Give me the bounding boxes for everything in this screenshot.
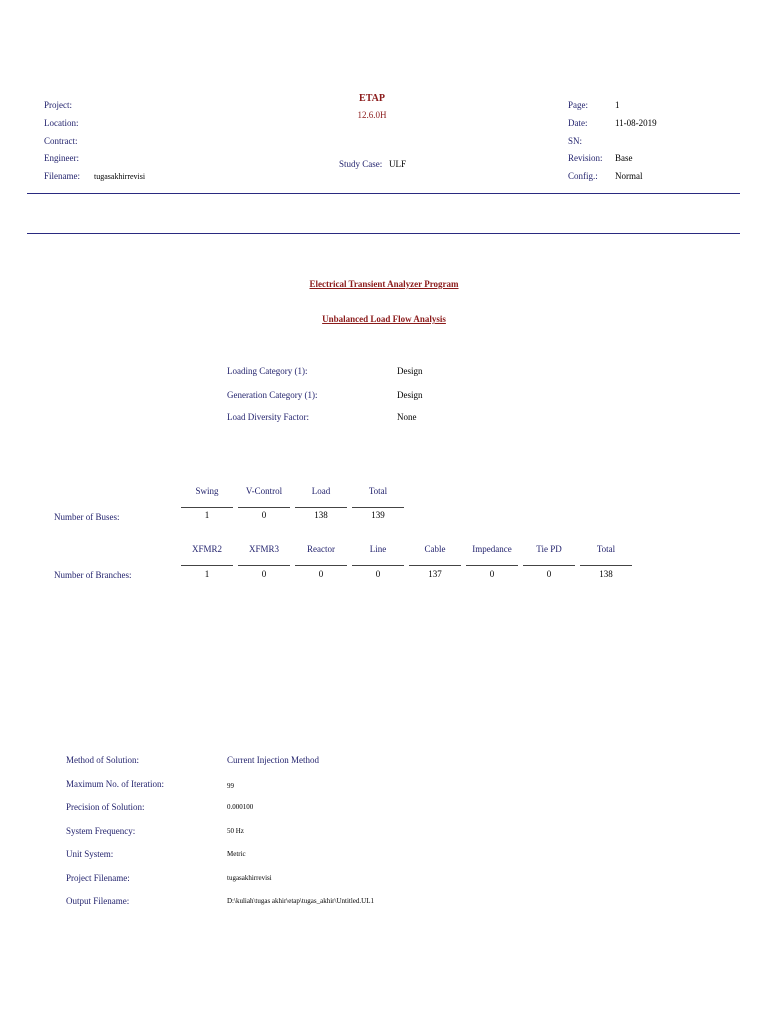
cell-value: 0 — [261, 510, 267, 520]
branches-row-label: Number of Branches: — [54, 570, 132, 580]
max-iteration-label: Maximum No. of Iteration: — [66, 779, 164, 789]
cell-value: 137 — [428, 569, 442, 579]
load-diversity-label: Load Diversity Factor: — [227, 412, 309, 422]
generation-category-label: Generation Category (1): — [227, 390, 318, 400]
sn-label: SN: — [568, 136, 583, 146]
col-underline — [466, 565, 518, 566]
cell-value: 138 — [599, 569, 613, 579]
cell-value: 138 — [314, 510, 328, 520]
header-divider-top — [27, 193, 740, 194]
col-underline — [238, 565, 290, 566]
app-name: ETAP — [359, 93, 385, 104]
program-title: Electrical Transient Analyzer Program — [309, 279, 459, 289]
method-label: Method of Solution: — [66, 755, 140, 765]
filename-value: tugasakhirrevisi — [94, 172, 146, 181]
col-underline — [181, 565, 233, 566]
col-header: XFMR3 — [248, 544, 279, 554]
config-value: Normal — [615, 171, 643, 181]
col-header: XFMR2 — [191, 544, 222, 554]
cell-value: 0 — [489, 569, 495, 579]
col-underline — [580, 565, 632, 566]
cell-value: 0 — [375, 569, 381, 579]
precision-value: 0.000100 — [227, 803, 254, 811]
cell-value: 0 — [261, 569, 267, 579]
col-underline — [238, 507, 290, 508]
generation-category-value: Design — [397, 390, 423, 400]
cell-value: 1 — [204, 510, 210, 520]
contract-label: Contract: — [44, 136, 78, 146]
col-underline — [295, 565, 347, 566]
load-diversity-value: None — [397, 412, 417, 422]
project-filename-value: tugasakhirrevisi — [227, 874, 272, 882]
method-value: Current Injection Method — [227, 755, 319, 765]
loading-category-value: Design — [397, 366, 423, 376]
unit-system-label: Unit System: — [66, 849, 114, 859]
col-header: Total — [368, 486, 388, 496]
col-underline — [352, 507, 404, 508]
revision-label: Revision: — [568, 153, 603, 163]
col-header: Tie PD — [536, 544, 562, 554]
col-header: Line — [369, 544, 387, 554]
col-underline — [181, 507, 233, 508]
frequency-value: 50 Hz — [227, 827, 244, 835]
unit-system-value: Metric — [227, 850, 246, 858]
col-header: Impedance — [472, 544, 512, 554]
cell-value: 0 — [546, 569, 552, 579]
app-version: 12.6.0H — [357, 110, 387, 120]
col-header: Reactor — [307, 544, 335, 554]
cell-value: 1 — [204, 569, 210, 579]
max-iteration-value: 99 — [227, 782, 234, 790]
col-underline — [409, 565, 461, 566]
engineer-label: Engineer: — [44, 153, 79, 163]
col-header: Load — [311, 486, 331, 496]
revision-value: Base — [615, 153, 633, 163]
output-filename-label: Output Filename: — [66, 896, 130, 906]
col-header: V-Control — [245, 486, 283, 496]
config-label: Config.: — [568, 171, 598, 181]
cell-value: 0 — [318, 569, 324, 579]
analysis-title: Unbalanced Load Flow Analysis — [322, 314, 446, 324]
col-underline — [352, 565, 404, 566]
output-filename-value: D:\kuliah\tugas akhir\etap\tugas_akhir\Untitled.UL1 — [227, 897, 374, 905]
study-case-label: Study Case: — [339, 159, 383, 169]
project-label: Project: — [44, 100, 72, 110]
col-underline — [295, 507, 347, 508]
study-case-value: ULF — [389, 159, 407, 169]
col-header: Cable — [424, 544, 446, 554]
date-value: 11-08-2019 — [615, 118, 657, 128]
date-label: Date: — [568, 118, 588, 128]
buses-row-label: Number of Buses: — [54, 512, 120, 522]
location-label: Location: — [44, 118, 79, 128]
col-underline — [523, 565, 575, 566]
filename-label: Filename: — [44, 171, 80, 181]
project-filename-label: Project Filename: — [66, 873, 130, 883]
loading-category-label: Loading Category (1): — [227, 366, 308, 376]
page-label: Page: — [568, 100, 588, 110]
page-value: 1 — [615, 100, 620, 110]
frequency-label: System Frequency: — [66, 826, 136, 836]
col-header: Swing — [195, 486, 219, 496]
col-header: Total — [596, 544, 616, 554]
cell-value: 139 — [371, 510, 385, 520]
precision-label: Precision of Solution: — [66, 802, 145, 812]
header-divider-bottom — [27, 233, 740, 234]
